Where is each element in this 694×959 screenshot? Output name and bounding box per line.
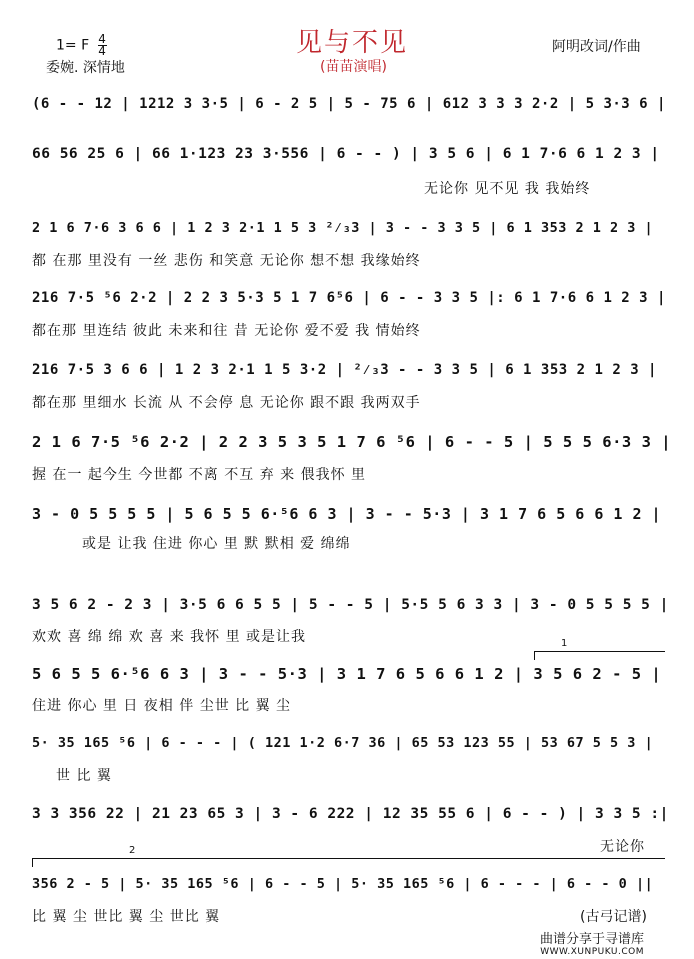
score-row-8: 3 5 6 2 - 2 3 | 3·5 6 6 5 5 | 5 - - 5 | 5·5 5 6 3 3 | 3 - 0 5 5 5 5 | (32, 597, 669, 613)
performer-credit: (苗苗演唱) (320, 59, 387, 75)
lyric-row-2: 无论你 见不见 我 我始终 (424, 181, 591, 197)
lyric-row-10: 世 比 翼 (56, 768, 112, 784)
score-row-12: 356 2 - 5 | 5· 35 165 ⁵6 | 6 - - 5 | 5· 35 165 ⁵6 | 6 - - - | 6 - - 0 || (32, 876, 654, 892)
score-row-3: 2 1 6 7·6 3 6 6 | 1 2 3 2·1 1 5 3 ²⁄₃3 | 3 - - 3 3 5 | 6 1 353 2 1 2 3 | (32, 220, 654, 236)
score-row-6: 2 1 6 7·5 ⁵6 2·2 | 2 2 3 5 3 5 1 7 6 ⁵6 | 6 - - 5 | 5 5 5 6·3 3 | (32, 433, 672, 451)
lyric-row-3: 都 在那 里没有 一丝 悲伤 和笑意 无论你 想不想 我缘始终 (32, 253, 421, 269)
lyric-row-7: 或是 让我 住进 你心 里 默 默相 爱 绵绵 (82, 536, 351, 552)
score-row-4: 216 7·5 ⁵6 2·2 | 2 2 3 5·3 5 1 7 6⁵6 | 6 - - 3 3 5 |: 6 1 7·6 6 1 2 3 | (32, 290, 666, 306)
lyric-row-12: 比 翼 尘 世比 翼 尘 世比 翼 (32, 909, 221, 925)
time-bottom: 4 (98, 44, 106, 58)
site-watermark (540, 928, 644, 957)
score-row-7: 3 - 0 5 5 5 5 | 5 6 5 5 6·⁵6 6 3 | 3 - - 5·3 | 3 1 7 6 5 6 6 1 2 | (32, 505, 662, 523)
score-row-1: (6 - - 12 | 1212 3 3·5 | 6 - 2 5 | 5 - 75 6 | 612 3 3 3 2·2 | 5 3·3 6 | (32, 96, 666, 112)
transcriber-credit: (古弓记谱) (580, 909, 647, 925)
lyric-row-4: 都在那 里连结 彼此 未来和往 昔 无论你 爱不爱 我 情始终 (32, 323, 421, 339)
score-row-10: 5· 35 165 ⁵6 | 6 - - - | ( 121 1·2 6·7 36 | 65 53 123 55 | 53 67 5 5 3 | (32, 735, 654, 751)
lyric-row-5: 都在那 里细水 长流 从 不会停 息 无论你 跟不跟 我两双手 (32, 395, 421, 411)
lyric-row-8: 欢欢 喜 绵 绵 欢 喜 来 我怀 里 或是让我 (32, 629, 307, 645)
lyric-row-9: 住进 你心 里 日 夜相 伴 尘世 比 翼 尘 (32, 698, 292, 714)
site-name-en: WWW.XUNPUKU.COM (540, 947, 645, 957)
first-ending-number: 1 (561, 638, 568, 649)
lyric-row-6: 握 在一 起今生 今世都 不离 不互 弃 来 偎我怀 里 (32, 467, 367, 483)
score-row-5: 216 7·5 3 6 6 | 1 2 3 2·1 1 5 3·2 | ²⁄₃3 - - 3 3 5 | 6 1 353 2 1 2 3 | (32, 362, 657, 378)
first-ending-bracket (534, 638, 665, 660)
composer-credit: 阿明改词/作曲 (552, 39, 641, 55)
second-ending-number: 2 (129, 845, 136, 856)
score-row-11: 3 3 356 22 | 21 23 65 3 | 3 - 6 222 | 12 35 55 6 | 6 - - ) | 3 3 5 :| (32, 806, 669, 822)
lyric-row-11: 无论你 (600, 839, 645, 855)
key-label: 1= F (56, 37, 90, 54)
site-name-cn: 曲谱分享于寻谱库 (540, 932, 645, 947)
time-top: 4 (98, 32, 106, 46)
time-signature (98, 34, 107, 57)
score-row-9: 5 6 5 5 6·⁵6 6 3 | 3 - - 5·3 | 3 1 7 6 5 6 6 1 2 | 3 5 6 2 - 5 | (32, 665, 662, 683)
tempo-mood: 委婉. 深情地 (46, 60, 125, 76)
score-row-2: 66 56 25 6 | 66 1·123 23 3·556 | 6 - - ) | 3 5 6 | 6 1 7·6 6 1 2 3 | (32, 146, 660, 162)
song-title: 见与不见 (296, 28, 409, 58)
key-signature (56, 34, 107, 57)
